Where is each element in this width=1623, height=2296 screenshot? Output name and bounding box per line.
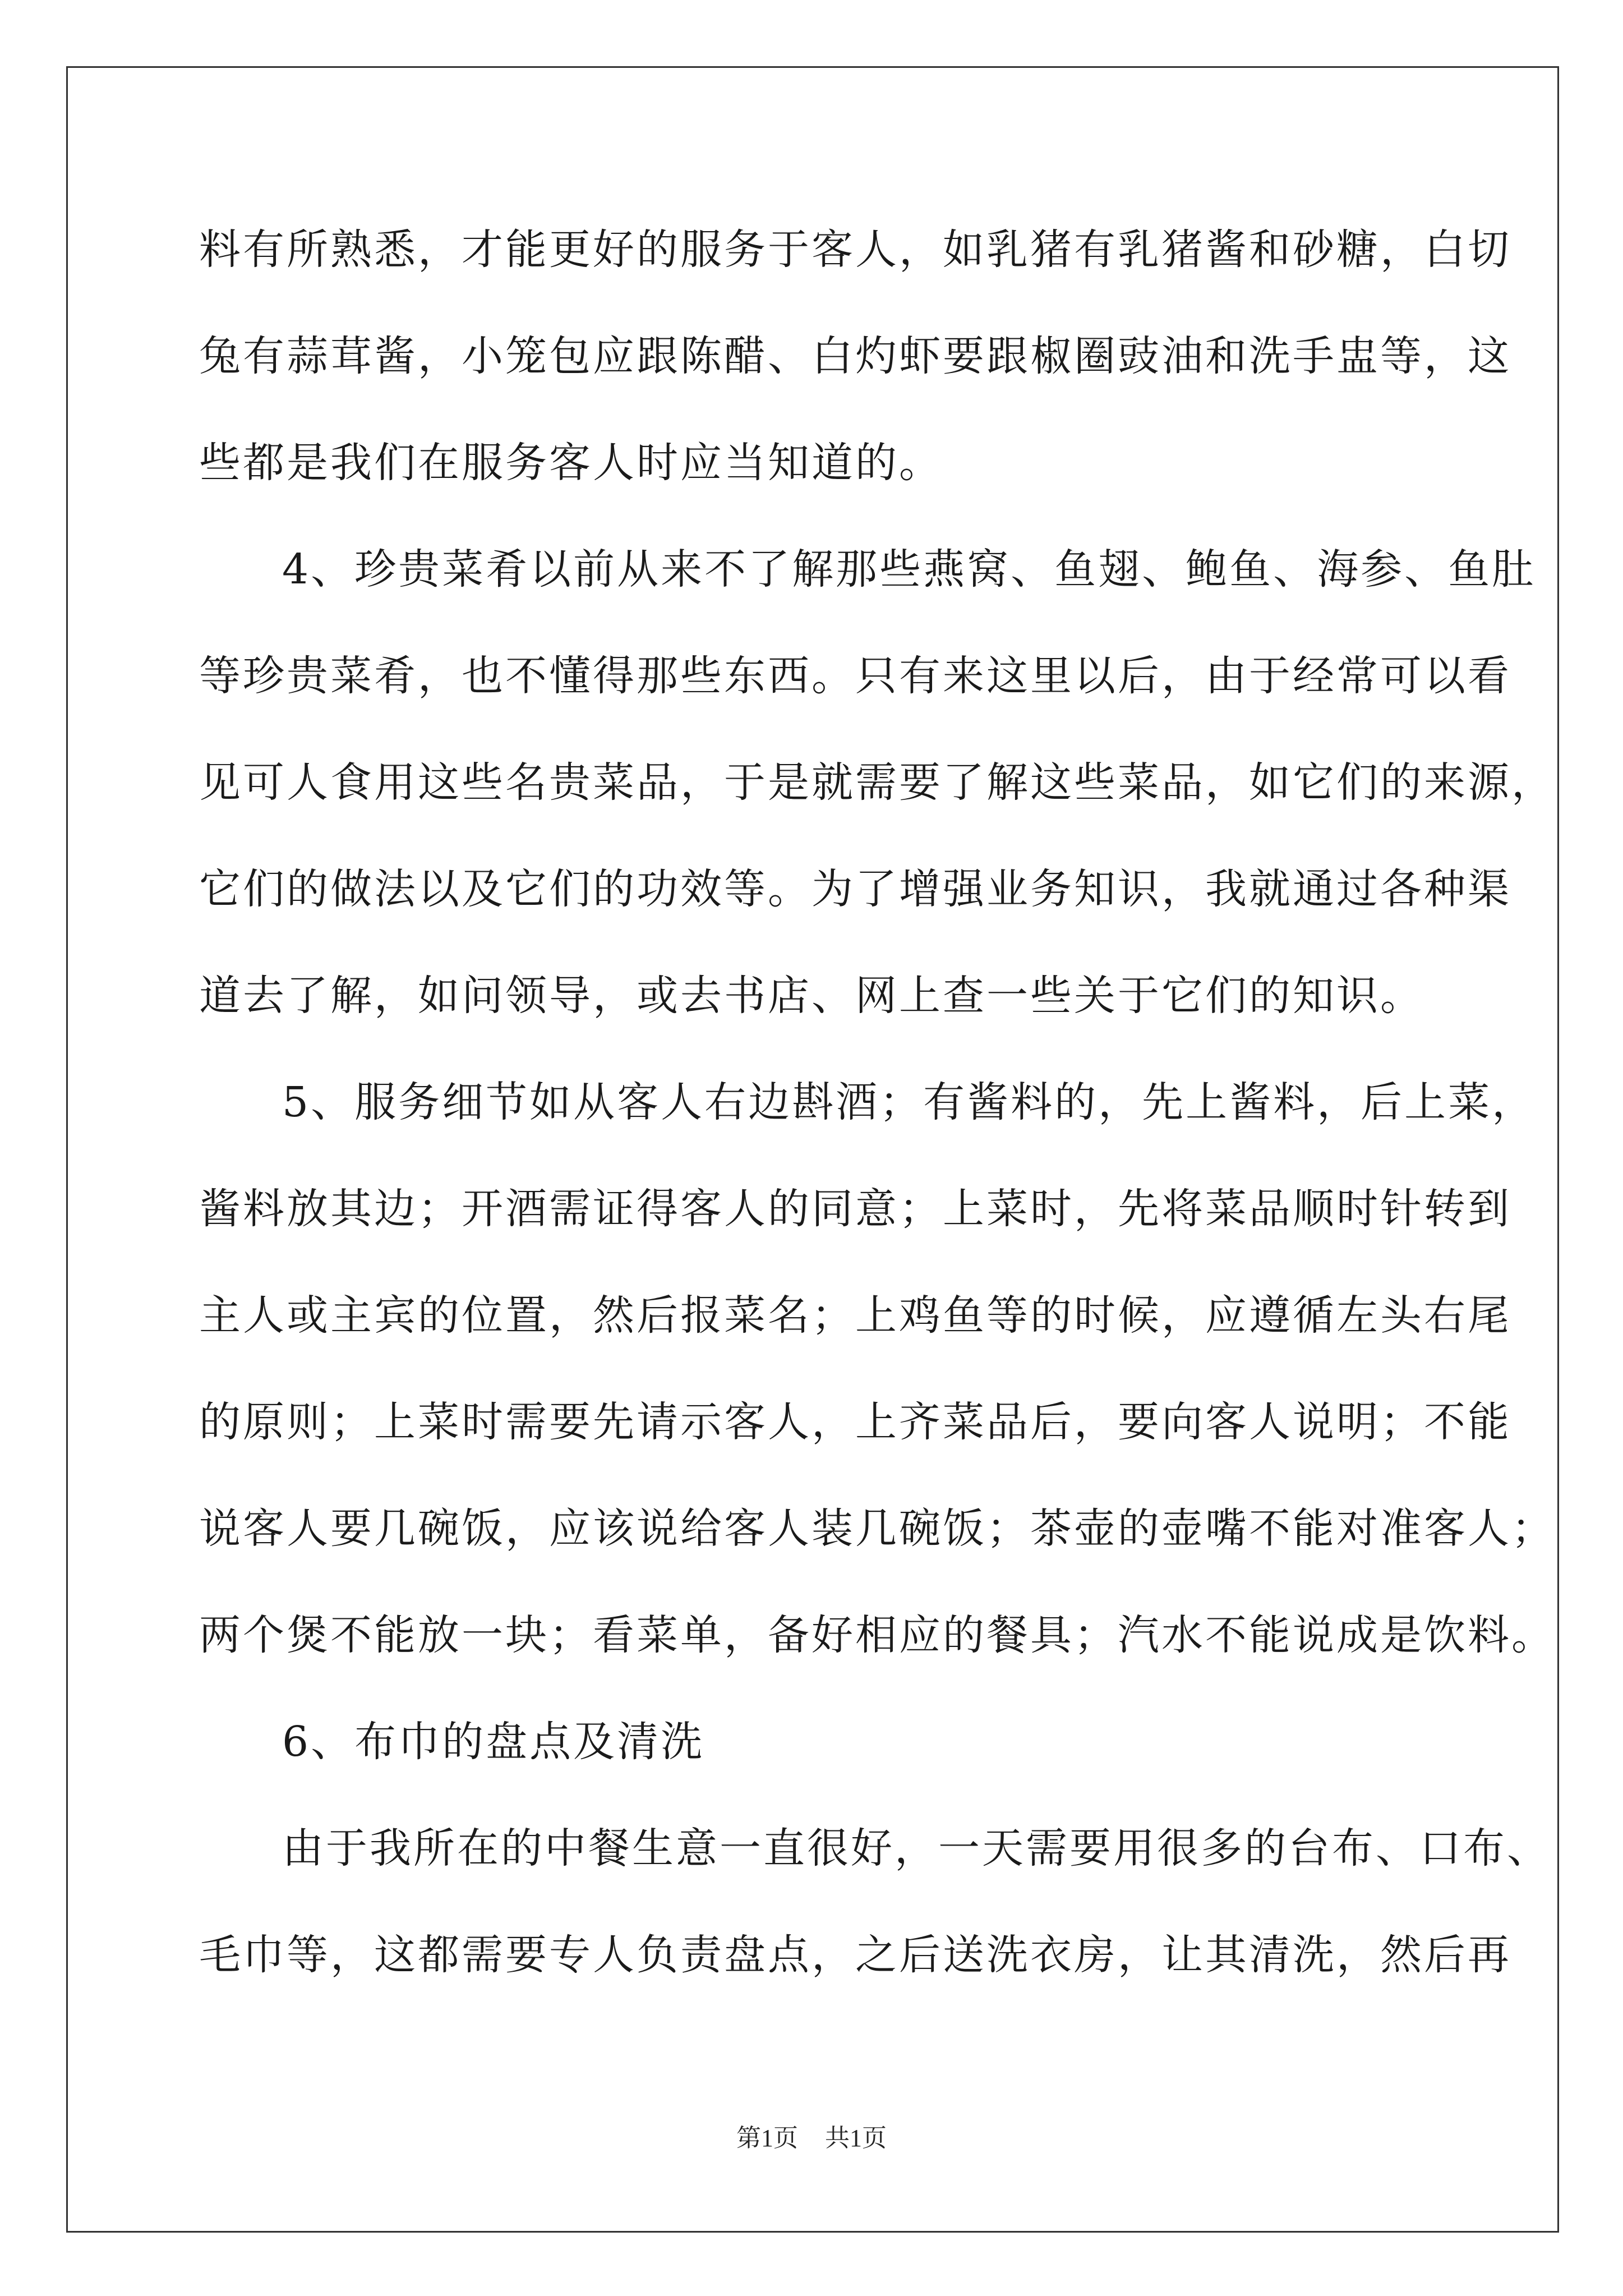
page-footer [0, 2118, 1623, 2154]
text-line: 说客人要几碗饭，应该说给客人装几碗饭；茶壶的壶嘴不能对准客人； [199, 1504, 1555, 1553]
text-line: 兔有蒜茸酱，小笼包应跟陈醋、白灼虾要跟椒圈豉油和洗手盅等，这 [199, 332, 1511, 380]
text-line: 毛巾等，这都需要专人负责盘点，之后送洗衣房，让其清洗，然后再 [199, 1931, 1511, 1979]
text-line: 的原则；上菜时需要先请示客人，上齐菜品后，要向客人说明；不能 [199, 1398, 1511, 1446]
text-line: 主人或主宾的位置，然后报菜名；上鸡鱼等的时候，应遵循左头右尾 [199, 1291, 1511, 1340]
document-body [199, 208, 1555, 2019]
page-total: 共1页 [825, 2124, 887, 2152]
text-line: 见可人食用这些名贵菜品，于是就需要了解这些菜品，如它们的来源， [199, 758, 1555, 807]
paragraph-4-start: 4、珍贵菜肴以前从来不了解那些燕窝、鱼翅、鲍鱼、海参、鱼肚 [282, 545, 1536, 593]
text-line: 它们的做法以及它们的功效等。为了增强业务知识，我就通过各种渠 [199, 865, 1511, 913]
page-number: 第1页 [736, 2124, 798, 2152]
section-heading-6: 6、布巾的盘点及清洗 [282, 1718, 705, 1766]
paragraph-5-start: 5、服务细节如从客人右边斟酒；有酱料的，先上酱料，后上菜， [282, 1078, 1536, 1126]
text-line: 等珍贵菜肴，也不懂得那些东西。只有来这里以后，由于经常可以看 [199, 652, 1511, 700]
text-line: 两个煲不能放一块；看菜单，备好相应的餐具；汽水不能说成是饮料。 [199, 1611, 1555, 1659]
text-line: 酱料放其边；开酒需证得客人的同意；上菜时，先将菜品顺时针转到 [199, 1185, 1511, 1233]
paragraph-start: 由于我所在的中餐生意一直很好，一天需要用很多的台布、口布、 [282, 1824, 1551, 1872]
text-line: 道去了解，如问领导，或去书店、网上查一些关于它们的知识。 [199, 972, 1424, 1020]
text-line: 些都是我们在服务客人时应当知道的。 [199, 439, 943, 487]
text-line: 料有所熟悉，才能更好的服务于客人，如乳猪有乳猪酱和砂糖，白切 [199, 226, 1511, 274]
